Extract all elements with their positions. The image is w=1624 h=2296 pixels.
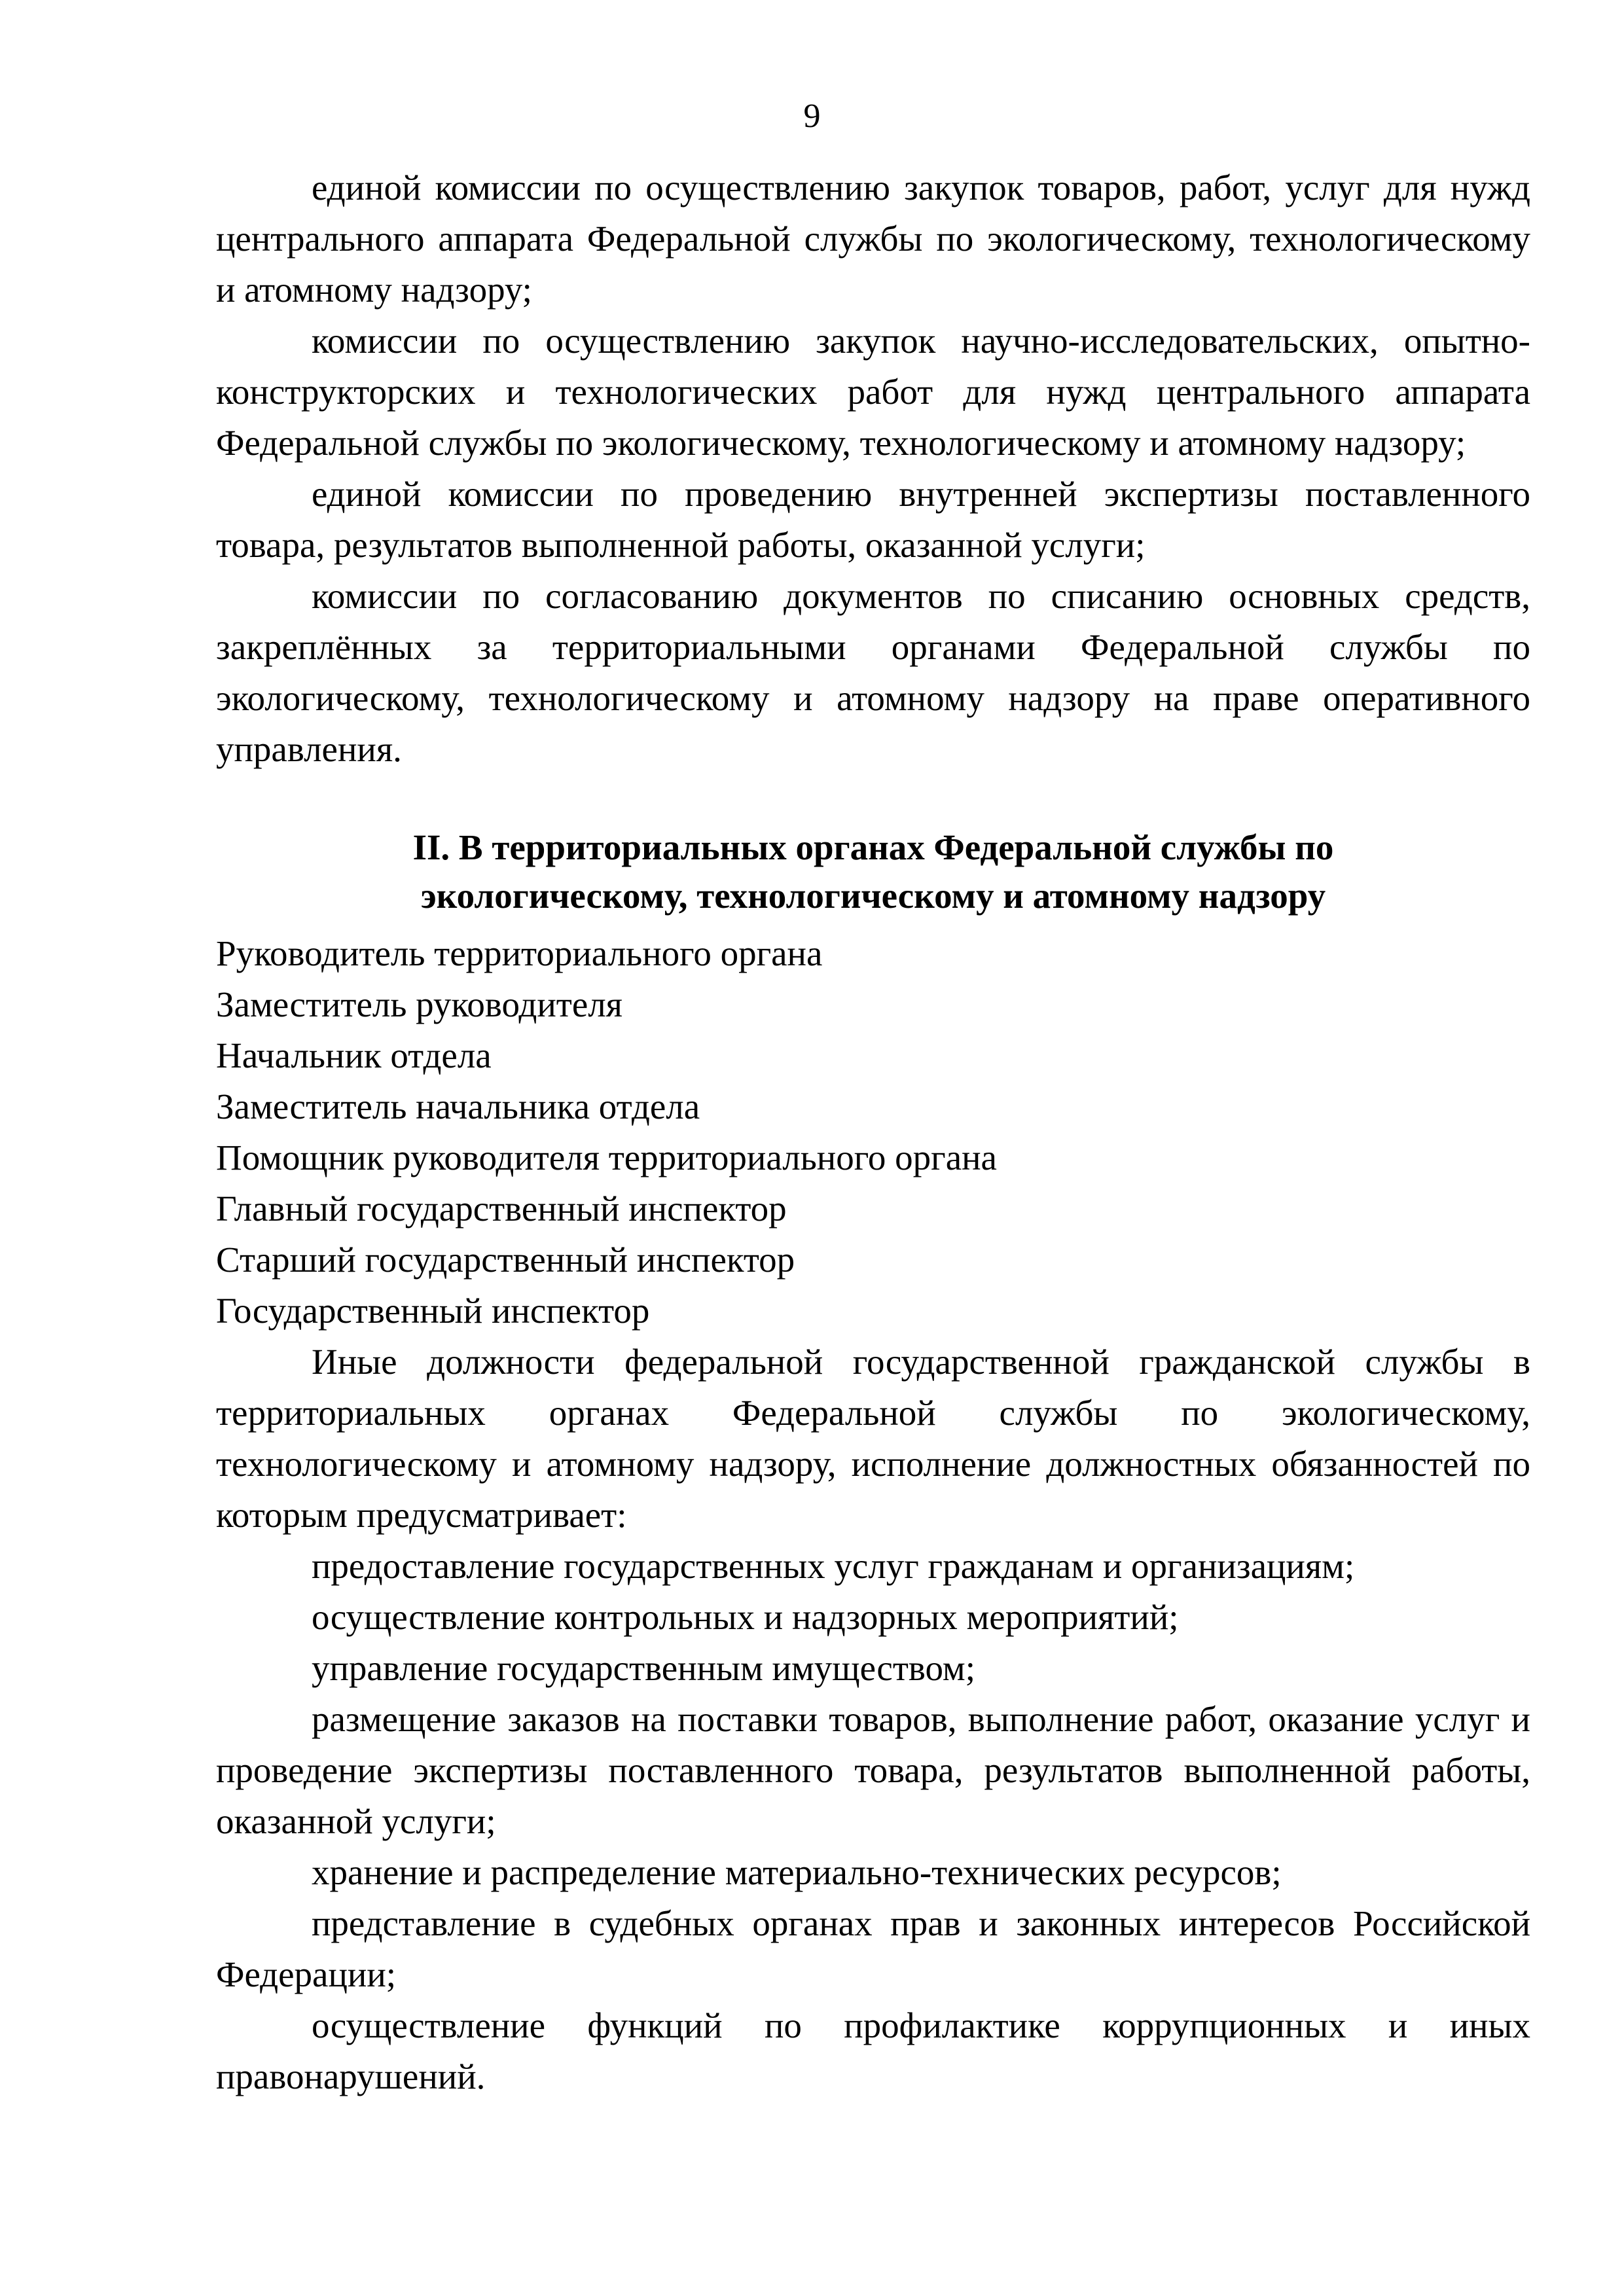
duty-item: осуществление контрольных и надзорных мероприятий;: [312, 1597, 1179, 1637]
position-item: Руководитель территориального органа: [216, 933, 823, 973]
duty-item: управление государственным имуществом;: [312, 1648, 975, 1688]
paragraph-unified-procurement-commission: единой комиссии по осуществлению закупок товаров, работ, услуг для нужд центрального аппарата Федеральной службы по экологическому, технологическому и атомному надзору;: [216, 168, 1530, 310]
paragraph-asset-writeoff-commission: комиссии по согласованию документов по списанию основных средств, закреплённых за территориальными органами Федеральной службы по экологическому, технологическому и атомному надзору на праве оперативного управления.: [216, 576, 1530, 769]
section-heading-line-2: экологическому, технологическому и атомному надзору: [420, 876, 1326, 916]
section-heading: [216, 823, 1530, 920]
position-item: Заместитель руководителя: [216, 984, 623, 1024]
duty-item: хранение и распределение материально-технических ресурсов;: [312, 1852, 1282, 1892]
position-item: Главный государственный инспектор: [216, 1189, 787, 1229]
position-item: Старший государственный инспектор: [216, 1240, 795, 1280]
duty-item: представление в судебных органах прав и законных интересов Российской Федерации;: [216, 1903, 1530, 1994]
duty-item: размещение заказов на поставки товаров, выполнение работ, оказание услуг и проведение экспертизы поставленного товара, результатов выполненной работы, оказанной услуги;: [216, 1699, 1530, 1841]
position-item: Заместитель начальника отдела: [216, 1086, 700, 1126]
paragraph-other-positions-intro: Иные должности федеральной государственной гражданской службы в территориальных органах Федеральной службы по экологическому, технологическому и атомному надзору, исполнение должностных обязанностей по которым предусматривает:: [216, 1342, 1530, 1535]
paragraph-internal-expertise-commission: единой комиссии по проведению внутренней экспертизы поставленного товара, результатов выполненной работы, оказанной услуги;: [216, 474, 1530, 565]
paragraph-rnd-procurement-commission: комиссии по осуществлению закупок научно-исследовательских, опытно-конструкторских и технологических работ для нужд центрального аппарата Федеральной службы по экологическому, технологическому и атомному надзору;: [216, 321, 1530, 463]
duty-item: осуществление функций по профилактике коррупционных и иных правонарушений.: [216, 2005, 1530, 2096]
positions-list: [216, 928, 1530, 1336]
section-heading-line-1: II. В территориальных органах Федеральной службы по: [412, 827, 1334, 867]
document-body: [216, 162, 1530, 2102]
position-item: Государственный инспектор: [216, 1291, 650, 1331]
page-number: 9: [803, 98, 821, 135]
position-item: Начальник отдела: [216, 1035, 492, 1075]
position-item: Помощник руководителя территориального органа: [216, 1138, 997, 1177]
duty-item: предоставление государственных услуг гражданам и организациям;: [312, 1546, 1355, 1586]
